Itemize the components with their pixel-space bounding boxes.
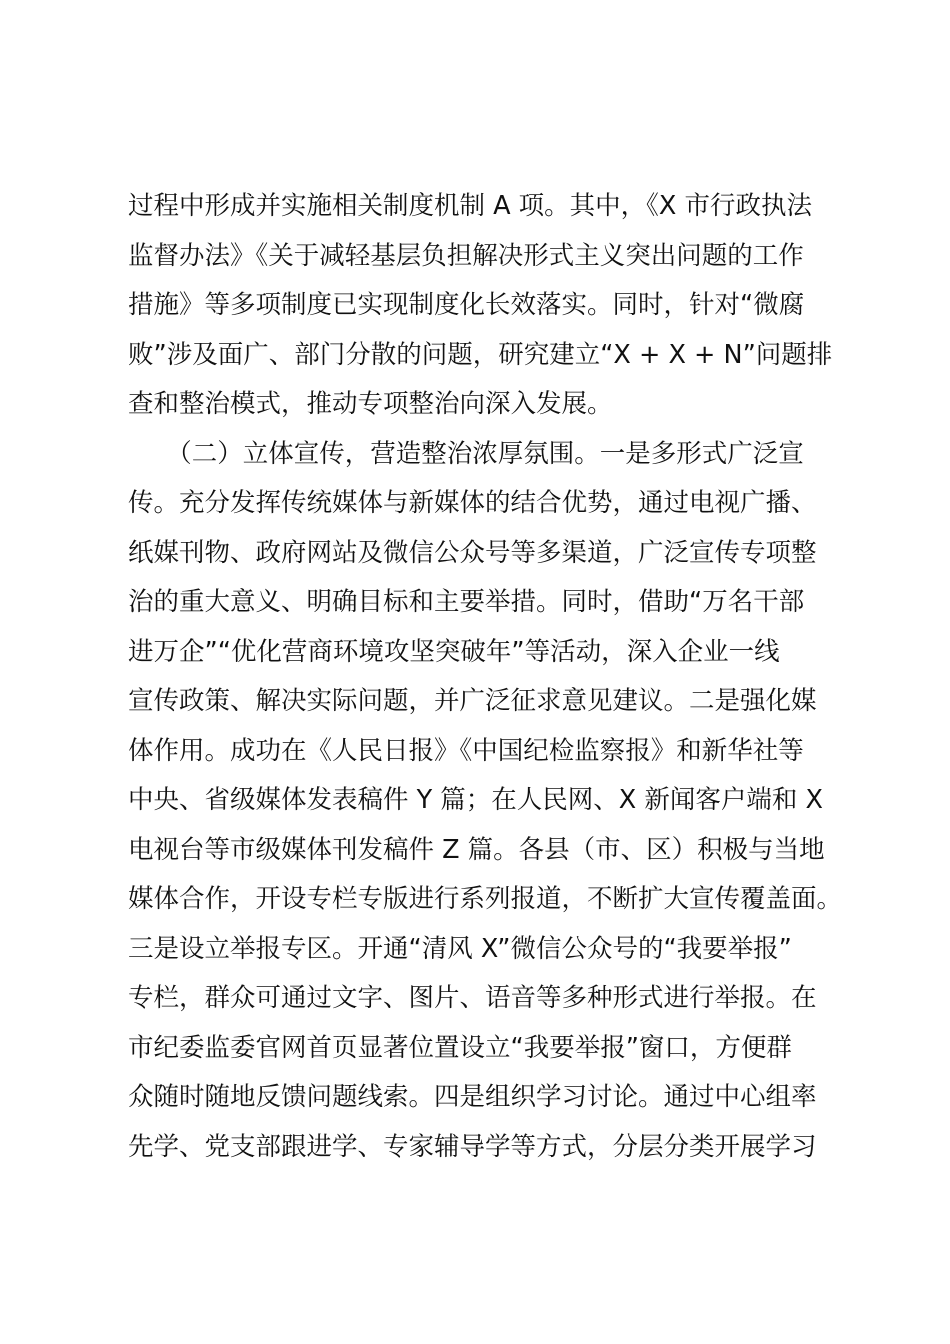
text-line: 电视台等市级媒体刊发稿件 Z 篇。各县（市、区）积极与当地	[128, 834, 825, 865]
text-line: 三是设立举报专区。开通“清风 X”微信公众号的“我要举报”	[128, 933, 792, 964]
body-text	[128, 182, 848, 1172]
text-line: 过程中形成并实施相关制度机制 A 项。其中，《X 市行政执法	[128, 191, 812, 221]
text-line: 传。充分发挥传统媒体与新媒体的结合优势，通过电视广播、	[128, 488, 817, 518]
text-line: 查和整治模式，推动专项整治向深入发展。	[128, 389, 613, 419]
text-line: 败”涉及面广、部门分散的问题，研究建立“X + X + N”问题排	[128, 339, 833, 370]
text-line: 监督办法》《关于减轻基层负担解决形式主义突出问题的工作	[128, 240, 804, 271]
text-line: 中央、省级媒体发表稿件 Y 篇；在人民网、X 新闻客户端和 X	[128, 785, 823, 815]
section-heading-line: （二）立体宣传，营造整治浓厚氛围。一是多形式广泛宣	[128, 438, 804, 469]
text-line: 纸媒刊物、政府网站及微信公众号等多渠道，广泛宣传专项整	[128, 537, 817, 568]
text-line: 措施》等多项制度已实现制度化长效落实。同时，针对“微腐	[128, 290, 805, 320]
text-line: 宣传政策、解决实际问题，并广泛征求意见建议。二是强化媒	[128, 686, 817, 716]
text-line: 媒体合作，开设专栏专版进行系列报道，不断扩大宣传覆盖面。	[128, 884, 843, 914]
text-line: 治的重大意义、明确目标和主要举措。同时，借助“万名干部	[128, 587, 805, 617]
text-line: 先学、党支部跟进学、专家辅导学等方式，分层分类开展学习	[128, 1131, 817, 1162]
text-line: 进万企”“优化营商环境攻坚突破年”等活动，深入企业一线	[128, 636, 780, 667]
text-line: 众随时随地反馈问题线索。四是组织学习讨论。通过中心组率	[128, 1082, 817, 1112]
text-line: 体作用。成功在《人民日报》《中国纪检监察报》和新华社等	[128, 735, 804, 766]
text-line: 专栏，群众可通过文字、图片、语音等多种形式进行举报。在	[128, 983, 817, 1013]
text-line: 市纪委监委官网首页显著位置设立“我要举报”窗口，方便群	[128, 1032, 792, 1063]
